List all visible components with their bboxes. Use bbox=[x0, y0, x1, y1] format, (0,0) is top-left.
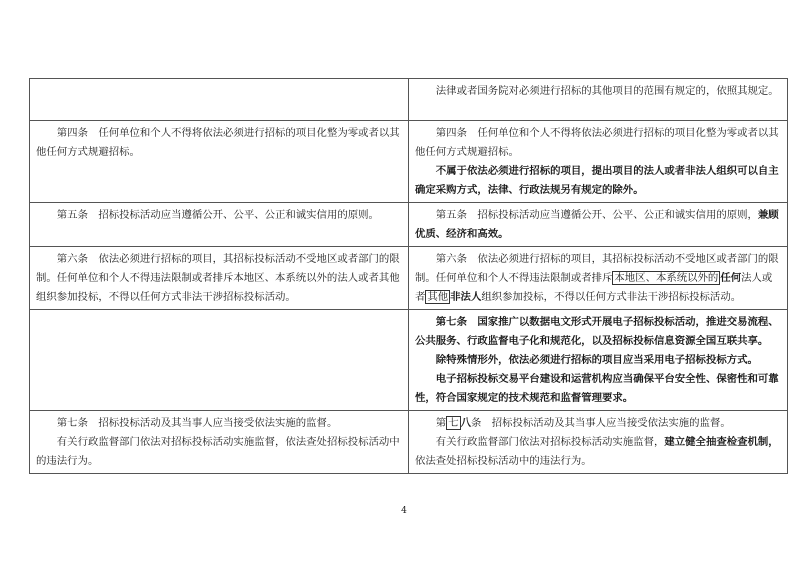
table-row bbox=[30, 79, 788, 121]
left-cell bbox=[30, 203, 409, 247]
right-cell bbox=[409, 310, 788, 411]
text-plain: 有关行政监督部门依法对招标投标活动实施监督， bbox=[435, 436, 665, 448]
text-plain: 法人或者 bbox=[415, 272, 773, 303]
right-cell bbox=[409, 121, 788, 203]
right-cell bbox=[409, 411, 788, 474]
paragraph: 法律或者国务院对必须进行招标的其他项目的范围有规定的，依照其规定。 bbox=[435, 85, 779, 97]
article-7-old-p2: 有关行政监督部门依法对招标投标活动实施监督，依法查处招标投标活动中的违法行为。 bbox=[36, 436, 400, 467]
table-row bbox=[30, 310, 788, 411]
left-cell bbox=[30, 411, 409, 474]
text-plain: 第 bbox=[435, 417, 447, 429]
text-deleted: 本地区、本系统以外的 bbox=[614, 272, 719, 284]
table-row bbox=[30, 411, 788, 474]
left-cell-empty bbox=[30, 79, 409, 121]
text-added: 非法人 bbox=[450, 291, 482, 303]
left-cell bbox=[30, 247, 409, 310]
text-added: 建立健全抽查检查机制， bbox=[664, 436, 779, 448]
table-row bbox=[30, 247, 788, 310]
article-5-new bbox=[415, 206, 781, 244]
article-6-old: 第六条 依法必须进行招标的项目，其招标投标活动不受地区或者部门的限制。任何单位和个人不得违法限制或者排斥本地区、本系统以外的法人或者其他组织参加投标，不得以任何方式非法干涉招标投标活动。 bbox=[36, 253, 400, 303]
article-8-new-p1 bbox=[415, 414, 781, 433]
page-number: 4 bbox=[401, 506, 407, 516]
article-4-old: 第四条 任何单位和个人不得将依法必须进行招标的项目化整为零或者以其他任何方式规避招标。 bbox=[36, 127, 400, 158]
table-row bbox=[30, 203, 788, 247]
right-cell bbox=[409, 247, 788, 310]
article-5-old: 第五条 招标投标活动应当遵循公开、公平、公正和诚实信用的原则。 bbox=[56, 209, 379, 221]
right-cell bbox=[409, 79, 788, 121]
text-deleted: 其他 bbox=[427, 291, 449, 303]
article-7-old-p1: 第七条 招标投标活动及其当事人应当接受依法实施的监督。 bbox=[56, 417, 338, 429]
text-plain: 组织参加投标，不得以任何方式非法干涉招标投标活动。 bbox=[481, 291, 742, 303]
article-4-new: 第四条 任何单位和个人不得将依法必须进行招标的项目化整为零或者以其他任何方式规避招标。 bbox=[415, 127, 779, 158]
table-row bbox=[30, 121, 788, 203]
article-6-new bbox=[415, 250, 781, 307]
text-plain: 第六条 依法必须进行招标的项目，其招标投标活动不受地区或者部门的限制。任何单位和个人不得违法限制或者排斥 bbox=[415, 253, 779, 284]
text-added: 八 bbox=[460, 417, 471, 429]
text-added: 任何 bbox=[720, 272, 742, 284]
article-7-new-p1: 第七条 国家推广以数据电文形式开展电子招标投标活动，推进交易流程、公共服务、行政监督电子化和规范化，以及招标投标信息资源全国互联共享。 bbox=[415, 316, 779, 347]
text-plain: 依法查处招标投标活动中的违法行为。 bbox=[415, 455, 592, 467]
text-plain: 第五条 招标投标活动应当遵循公开、公平、公正和诚实信用的原则， bbox=[435, 209, 758, 221]
comparison-table bbox=[29, 78, 788, 474]
right-cell bbox=[409, 203, 788, 247]
article-8-new-p2 bbox=[415, 433, 781, 471]
article-7-new-p2: 除特殊情形外，依法必须进行招标的项目应当采用电子招标投标方式。 bbox=[435, 354, 758, 366]
left-cell-empty bbox=[30, 310, 409, 411]
left-cell bbox=[30, 121, 409, 203]
text-added: 兼顾优质、经济和高效。 bbox=[415, 209, 779, 240]
article-7-new-p3: 电子招标投标交易平台建设和运营机构应当确保平台安全性、保密性和可靠性，符合国家规定的技术规范和监督管理要求。 bbox=[415, 373, 779, 404]
text-deleted: 七 bbox=[448, 417, 459, 429]
text-plain: 条 招标投标活动及其当事人应当接受依法实施的监督。 bbox=[470, 417, 731, 429]
article-4-added: 不属于依法必须进行招标的项目，提出项目的法人或者非法人组织可以自主确定采购方式，法律、行政法规另有规定的除外。 bbox=[415, 165, 779, 196]
